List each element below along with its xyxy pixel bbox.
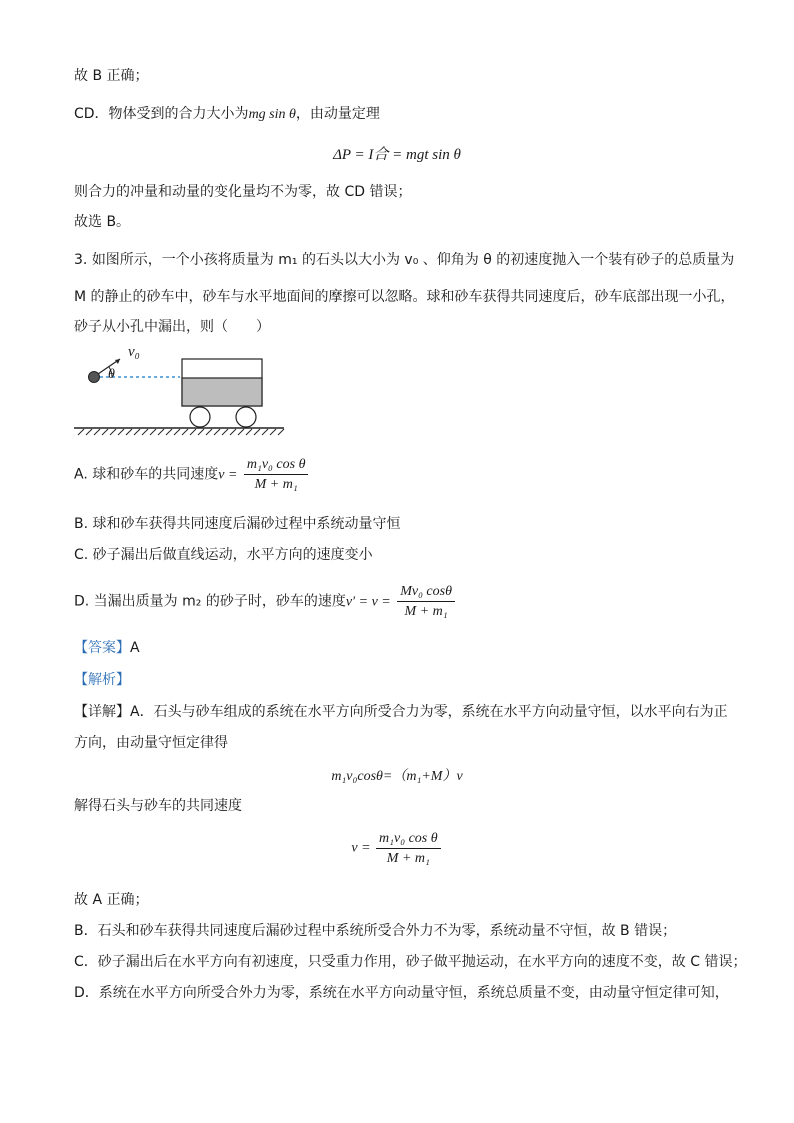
option-a-denominator: M + m₁ [254, 477, 298, 492]
analysis-b-line: B．石头和砂车获得共同速度后漏砂过程中系统所受合外力不为零，系统动量不守恒，故 B 错误； [74, 923, 677, 939]
sand-cart-figure [72, 340, 292, 444]
solve-line: 解得石头与砂车的共同速度 [74, 798, 242, 814]
answer-value: A [130, 640, 140, 656]
velocity-label: v₀ [128, 344, 140, 360]
cart-wheel-left [190, 407, 210, 427]
detail-text-1: A．石头与砂车组成的系统在水平方向所受合力为零，系统在水平方向动量守恒，以水平向右为正 [130, 704, 728, 720]
common-velocity-denominator: M + m₁ [386, 851, 430, 866]
prev-cd-line [74, 104, 380, 125]
prev-cd-prefix: CD．物体受到的合力大小为 [74, 106, 249, 122]
analysis-label: 【解析】 [74, 672, 130, 688]
option-a-fraction [244, 456, 309, 493]
answer-line [74, 638, 140, 658]
prev-cd-conclusion: 则合力的冲量和动量的变化量均不为零，故 CD 错误； [74, 184, 412, 200]
detail-line-2: 方向，由动量守恒定律得 [74, 735, 228, 751]
prev-conclusion-line: 故 B 正确； [74, 68, 149, 84]
question-text-1: 如图所示，一个小孩将质量为 m₁ 的石头以大小为 v₀ 、仰角为 θ 的初速度抛入一个装有砂子的总质量为 [91, 252, 735, 268]
option-d-lhs: v′ = v = [345, 594, 391, 610]
ground-hatching [78, 429, 284, 435]
option-a-prefix: A. 球和砂车的共同速度 [74, 466, 219, 483]
analysis-d-line: D．系统在水平方向所受合外力为零，系统在水平方向动量守恒，系统总质量不变，由动量守恒定律可知， [74, 985, 729, 1001]
common-velocity-lhs: v = [351, 840, 371, 856]
prev-choice-line: 故选 B。 [74, 214, 131, 230]
question-3-line-1 [74, 250, 734, 270]
sand-fill [182, 378, 262, 406]
option-a [74, 456, 310, 493]
common-velocity-equation [0, 830, 794, 867]
detail-label: 【详解】 [74, 704, 130, 720]
detail-line-1 [74, 702, 728, 722]
option-a-lhs: v = [218, 467, 238, 483]
analysis-c-line: C．砂子漏出后在水平方向有初速度，只受重力作用，砂子做平抛运动，在水平方向的速度不变，故 C 错误； [74, 954, 747, 970]
momentum-conservation-equation: m₁v₀cosθ=（m₁+M）v [331, 769, 463, 784]
angle-label: θ [108, 367, 115, 382]
option-d-numerator: Mv₀ cosθ [397, 583, 455, 602]
common-velocity-numerator: m₁v₀ cos θ [376, 830, 441, 849]
analysis-label-line [74, 670, 130, 690]
analysis-a-line: 故 A 正确； [74, 892, 149, 908]
question-text-3: 砂子从小孔中漏出，则（ ） [74, 319, 270, 335]
option-d-denominator: M + m₁ [404, 604, 448, 619]
option-d-prefix: D. 当漏出质量为 m₂ 的砂子时，砂车的速度 [74, 593, 346, 610]
prev-cd-suffix: ，由动量定理 [295, 106, 380, 122]
prev-momentum-equation: ΔP = I合 = mgt sin θ [333, 147, 461, 163]
option-d-fraction [397, 583, 455, 620]
question-number: 3. [74, 252, 88, 268]
option-c: C. 砂子漏出后做直线运动，水平方向的速度变小 [74, 547, 373, 563]
question-text-2: M 的静止的砂车中，砂车与水平地面间的摩擦可以忽略。球和砂车获得共同速度后，砂车底部出现一小孔， [74, 289, 735, 305]
prev-cd-expression: mg sin θ [248, 107, 296, 122]
option-a-numerator: m₁v₀ cos θ [244, 456, 309, 475]
stone-ball [89, 372, 100, 383]
option-b: B. 球和砂车获得共同速度后漏砂过程中系统动量守恒 [74, 516, 401, 532]
cart-wheel-right [236, 407, 256, 427]
common-velocity-fraction [376, 830, 441, 867]
answer-label: 【答案】 [74, 640, 130, 656]
option-d [74, 583, 457, 620]
